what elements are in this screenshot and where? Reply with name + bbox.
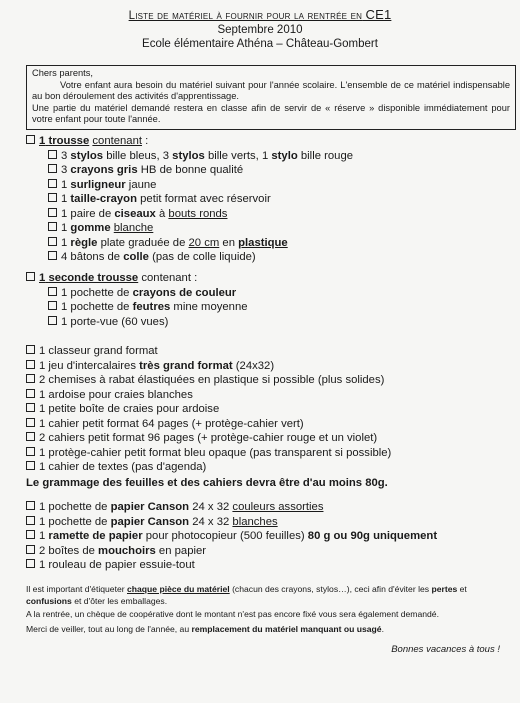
- list-item-crayons-couleur: [26, 286, 248, 301]
- grammage-note: Le grammage des feuilles et des cahiers devra être d'au moins 80g.: [26, 476, 388, 489]
- checkbox[interactable]: [48, 179, 57, 188]
- document-date: Septembre 2010: [217, 24, 303, 36]
- item-text: 1: [61, 193, 71, 205]
- checkbox[interactable]: [26, 135, 35, 144]
- item-bold: papier Canson: [110, 515, 190, 528]
- item-text: 1 classeur grand format: [39, 345, 158, 357]
- item-bold: colle: [123, 251, 149, 263]
- item-bold: 80 g ou 90g uniquement: [307, 530, 438, 542]
- title-text: Liste de matériel à fournir pour la rentrée en: [128, 10, 363, 22]
- item-text: pour photocopieur (500 feuilles): [142, 530, 308, 542]
- intro-paragraph-1: Votre enfant aura besoin du matériel suivant pour l'année scolaire. L'ensemble de ce matériel indispensable au bon déroulement des activités d'apprentissage.: [32, 79, 510, 102]
- section-seconde-trousse: [26, 271, 248, 329]
- item-bold: stylos: [70, 149, 104, 162]
- list-item-canson-couleurs: [26, 500, 437, 515]
- note-emphasis: pertes: [431, 584, 458, 594]
- note-emphasis: confusions: [26, 596, 72, 607]
- item-bold: mouchoirs: [98, 544, 156, 557]
- list-item-ciseaux: [26, 207, 353, 222]
- list-item-boite-craies: [26, 402, 391, 417]
- item-text: 1: [61, 222, 71, 234]
- intro-paragraph-2: Une partie du matériel demandé restera en classe afin de servir de « réserve » disponible immédiatement pour votre enfant pour toute l'année.: [32, 102, 510, 125]
- item-text: (pas de colle liquide): [148, 251, 256, 263]
- item-text: bille rouge: [297, 149, 354, 162]
- trousse-heading: [26, 134, 353, 149]
- item-text: 4 bâtons de: [61, 251, 124, 263]
- item-text: 2 chemises à rabat élastiquées en plastique si possible (plus solides): [39, 374, 385, 386]
- item-bold: crayons de couleur: [132, 286, 237, 299]
- item-bold: stylo: [271, 149, 298, 162]
- item-bold-underline: plastique: [238, 236, 288, 249]
- seconde-trousse-qty: 1: [39, 272, 46, 284]
- note-remplacement: Merci de veiller, tout au long de l'année, au remplacement du matériel manquant ou usagé.: [26, 623, 384, 634]
- item-text: 1 jeu d'intercalaires: [39, 359, 140, 372]
- trousse-name: trousse: [48, 135, 90, 147]
- checkbox[interactable]: [48, 287, 57, 296]
- item-text: bille verts, 1: [204, 149, 272, 162]
- item-text: 1 ardoise pour craies blanches: [39, 388, 193, 401]
- closing-message: Bonnes vacances à tous !: [391, 644, 500, 655]
- item-underline: blanche: [113, 222, 154, 234]
- item-underline: blanches: [232, 515, 278, 528]
- seconde-trousse-name: seconde trousse: [48, 272, 139, 284]
- item-underline: bouts ronds: [168, 207, 228, 220]
- list-item-cahiers-96: [26, 431, 391, 446]
- item-text: en papier: [155, 544, 207, 557]
- list-item-cahier-textes: [26, 460, 391, 475]
- item-text: 1 porte-vue (60 vues): [61, 315, 169, 328]
- item-text: 1 pochette de: [61, 301, 133, 313]
- list-item-intercalaires: [26, 359, 391, 374]
- item-text: 2 cahiers petit format 96 pages (+ protège-cahier rouge et un violet): [39, 432, 378, 444]
- trousse-colon: :: [142, 135, 149, 147]
- list-item-canson-blanches: [26, 515, 437, 530]
- item-text: HB de bonne qualité: [137, 164, 244, 176]
- title-class: CE1: [365, 7, 392, 22]
- list-item-colle: [26, 250, 353, 265]
- item-text: à: [155, 207, 169, 220]
- checkbox[interactable]: [26, 272, 35, 281]
- school-name: Ecole élémentaire Athéna – Château-Gombert: [142, 38, 378, 50]
- item-bold: ciseaux: [114, 207, 156, 220]
- intro-box: [26, 65, 516, 130]
- seconde-trousse-rest: contenant :: [138, 272, 198, 284]
- list-item-crayons-gris: [26, 163, 353, 178]
- item-bold: gomme: [70, 222, 111, 234]
- checkbox[interactable]: [26, 432, 35, 441]
- item-text: 1 petite boîte de craies pour ardoise: [39, 403, 220, 415]
- item-text: 1: [39, 530, 49, 542]
- item-bold: ramette de papier: [48, 530, 143, 542]
- list-item-cahier-64: [26, 417, 391, 432]
- item-text: (24x32): [232, 359, 275, 372]
- document-header: [0, 8, 520, 51]
- item-text: 1 rouleau de papier essuie-tout: [39, 559, 195, 571]
- note-emphasis: remplacement du matériel manquant ou usagé: [191, 623, 382, 634]
- list-item-chemises: [26, 373, 391, 388]
- section-papier: [26, 500, 437, 573]
- checkbox[interactable]: [48, 164, 57, 173]
- item-text: 24 x 32: [189, 515, 233, 528]
- note-etiqueter: Il est important d'étiqueter chaque pièce du matériel (chacun des crayons, stylos…), ceci afin d'éviter les pertes et confusions et d'ôter les emballages.: [26, 584, 467, 607]
- checkbox[interactable]: [26, 516, 35, 525]
- item-text: 3: [61, 164, 71, 176]
- trousse-contenant: contenant: [92, 135, 143, 147]
- checkbox[interactable]: [26, 461, 35, 470]
- seconde-trousse-heading: [26, 271, 248, 286]
- list-item-gomme: [26, 221, 353, 236]
- checkbox[interactable]: [26, 545, 35, 554]
- checkbox[interactable]: [48, 193, 57, 202]
- list-item-regle: [26, 236, 353, 251]
- checkbox[interactable]: [26, 559, 35, 568]
- item-text: en: [219, 236, 239, 249]
- item-text: 3: [61, 149, 71, 162]
- trousse-qty: 1: [39, 135, 46, 147]
- list-item-essuie-tout: [26, 558, 437, 573]
- list-item-taille-crayon: [26, 192, 353, 207]
- checkbox[interactable]: [26, 447, 35, 456]
- list-item-ardoise: [26, 388, 391, 403]
- list-item-protege-cahier: [26, 446, 391, 461]
- list-item-stylos: [26, 149, 353, 164]
- checkbox[interactable]: [26, 360, 35, 369]
- checkbox[interactable]: [48, 316, 57, 325]
- checkbox[interactable]: [48, 251, 57, 260]
- item-bold: règle: [70, 236, 98, 249]
- item-text: 1 pochette de: [39, 501, 111, 513]
- item-text: plate graduée de: [97, 236, 189, 249]
- item-bold: très grand format: [139, 359, 233, 372]
- item-text: 1 cahier de textes (pas d'agenda): [39, 461, 207, 473]
- checkbox[interactable]: [48, 208, 57, 217]
- list-item-ramette: [26, 529, 437, 544]
- item-text: 1 pochette de: [61, 286, 133, 299]
- item-underline: couleurs assorties: [232, 501, 324, 513]
- item-underline: 20 cm: [188, 236, 220, 249]
- item-text: bille bleus, 3: [103, 149, 173, 162]
- section-fournitures: [26, 344, 391, 490]
- item-bold: stylos: [172, 149, 205, 162]
- checkbox[interactable]: [48, 237, 57, 246]
- note-emphasis: chaque pièce du matériel: [127, 584, 230, 594]
- item-bold: surligneur: [70, 178, 126, 191]
- item-text: 2 boîtes de: [39, 544, 99, 557]
- checkbox[interactable]: [26, 389, 35, 398]
- item-text: 1 paire de: [61, 207, 115, 220]
- checkbox[interactable]: [26, 501, 35, 510]
- item-text: 1: [61, 178, 71, 191]
- list-item-classeur: [26, 344, 391, 359]
- list-item-surligneur: [26, 178, 353, 193]
- checkbox[interactable]: [26, 345, 35, 354]
- item-bold: feutres: [132, 301, 171, 313]
- checkbox[interactable]: [48, 222, 57, 231]
- item-text: jaune: [125, 178, 157, 191]
- item-text: 1 pochette de: [39, 515, 111, 528]
- document-title: [0, 8, 520, 23]
- item-bold: papier Canson: [110, 501, 190, 513]
- item-text: 1: [61, 236, 71, 249]
- list-item-feutres: [26, 300, 248, 315]
- checkbox[interactable]: [48, 301, 57, 310]
- notes-block: [26, 583, 510, 635]
- item-text: 24 x 32: [189, 501, 233, 513]
- item-text: mine moyenne: [170, 301, 248, 313]
- checkbox[interactable]: [26, 374, 35, 383]
- list-item-porte-vue: [26, 315, 248, 330]
- item-bold: crayons gris: [70, 164, 138, 176]
- checkbox[interactable]: [26, 530, 35, 539]
- list-item-mouchoirs: [26, 544, 437, 559]
- item-text: petit format avec réservoir: [136, 193, 271, 205]
- item-text: 1 protège-cahier petit format bleu opaque (pas transparent si possible): [39, 446, 392, 459]
- note-cheque: A la rentrée, un chèque de coopérative dont le montant n'est pas encore fixé vous sera également demandé.: [26, 608, 439, 619]
- item-bold: taille-crayon: [70, 193, 137, 205]
- checkbox[interactable]: [26, 403, 35, 412]
- section-trousse: [26, 134, 353, 265]
- intro-greeting: Chers parents,: [32, 68, 93, 78]
- checkbox[interactable]: [48, 150, 57, 159]
- item-text: 1 cahier petit format 64 pages (+ protège-cahier vert): [39, 417, 304, 430]
- checkbox[interactable]: [26, 418, 35, 427]
